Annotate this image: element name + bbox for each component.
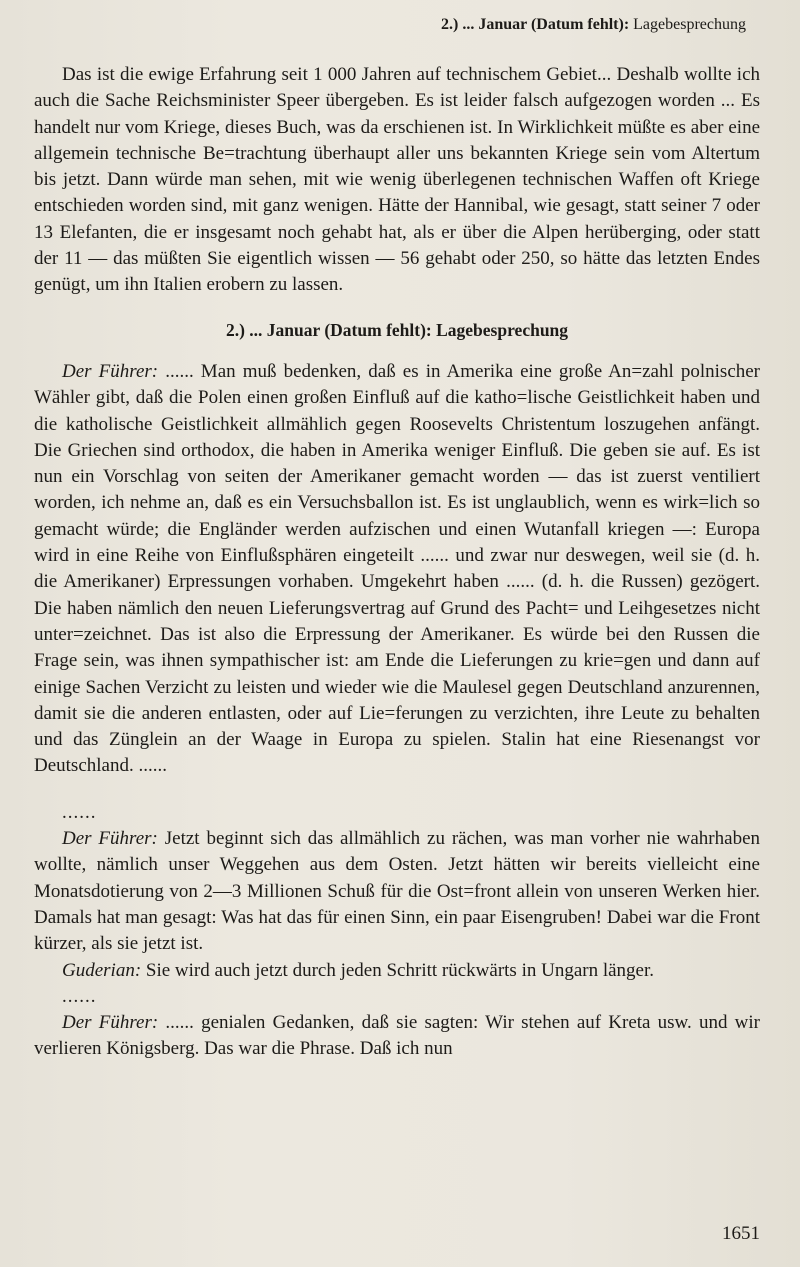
paragraph [34,826,760,957]
speaker-label: Der Führer: [62,828,158,850]
running-head-subtitle: Lagebesprechung [633,16,746,33]
running-head [441,16,746,34]
paragraph-text: ...... Man muß bedenken, daß es in Amerika eine große An=zahl polnischer Wähler gibt, daß die Polen einen großen Einfluß auf die katho=lische Geistlichkeit haben und die katholische Geistlichkeit allmählich gegen Roosevelts Christentum loszugehen anfängt. Die Griechen sind orthodox, die haben in Amerika weniger Einfluß. Die geben sie auf. Es ist nun ein Vorschlag von seiten der Amerikaner gemacht worden — das ist zuerst ventiliert worden, ich nehme an, daß es ein Versuchsballon ist. Es ist unglaublich, wenn es wirk=lich so gemacht würde; die Engländer werden aufzischen und einen Wutanfall kriegen —: Europa wird in eine Reihe von Einflußsphären eingeteilt ...... und zwar nur deswegen, weil sie (d. h. die Amerikaner) Erpressungen vorhaben. Umgekehrt haben ...... (d. h. die Russen) gezögert. Die haben nämlich den neuen Lieferungsvertrag auf Grund des Pacht= und Leihgesetzes nicht unter=zeichnet. Das ist also die Erpressung der Amerikaner. Es würde bei den Russen die Frage sein, was ihnen sympathischer ist: am Ende die Lieferungen zu krie=gen und dann auf einige Sachen Verzicht zu leisten und wieder wie die Maulesel gegen Deutschland anzurennen, damit sie die anderen entlasten, oder auf Lie=ferungen zu verzichten, ihre Leute zu behalten und das Zünglein an der Waage in Europa zu spielen. Stalin hat eine Riesenangst vor Deutschland. ...... [34,360,761,777]
speaker-label: Der Führer: [62,1012,159,1034]
ellipsis-line: ...... [62,801,97,823]
paragraph [34,1010,760,1063]
paragraph [34,359,760,780]
paragraph-text: Sie wird auch jetzt durch jeden Schritt rückwärts in Ungarn länger. [141,959,654,981]
speaker-label: Guderian: [62,959,142,981]
paragraph-text: ...... genialen Gedanken, daß sie sagten: Wir stehen auf Kreta usw. und wir verlieren Königsberg. Das war die Phrase. Daß ich nun [34,1012,760,1060]
page-number: 1651 [722,1223,760,1244]
paragraph-text: Jetzt beginnt sich das allmählich zu rächen, was man vorher nie wahrhaben wollte, nämlich unser Weggehen aus dem Osten. Jetzt hätten wir bereits vielleicht eine Monatsdotierung von 2—3 Millionen Schuß für die Ost=front allein von unseren Werken hier. Damals hat man gesagt: Was hat das für einen Sinn, ein paar Eisengruben! Dabei war die Front kürzer, als sie jetzt ist. [34,828,760,955]
section-heading: 2.) ... Januar (Datum fehlt): Lagebesprechung [225,319,569,340]
running-head-title: ... Januar (Datum fehlt): [462,16,630,33]
speaker-label: Der Führer: [62,360,159,382]
ellipsis-line: ...... [62,985,97,1007]
page-body [34,62,760,1063]
running-head-number: 2.) [441,16,459,33]
paragraph [34,958,760,984]
paragraph: Das ist die ewige Erfahrung seit 1 000 Jahren auf technischem Gebiet... Deshalb wollte ich auch die Sache Reichsminister Speer übergeben. Es ist leider falsch aufgezogen worden ... Es handelt nur vom Kriege, dieses Buch, was da erschienen ist. In Wirklichkeit müßte es aber eine allgemein technische Be=trachtung überhaupt aller uns bekannten Kriege sein vom Altertum bis jetzt. Dann würde man sehen, mit wie wenig überlegenen technischen Waffen oft Kriege entschieden worden sind, mit ganz wenigen. Hätte der Hannibal, wie gesagt, statt seiner 7 oder 13 Elefanten, die er insgesamt noch gehabt hat, als er über die Alpen herüberging, oder statt der 11 — das müßten Sie eigentlich wissen — 56 gehabt oder 250, so hätte das letzten Endes genügt, um ihn Italien erobern zu lassen. [34,64,760,296]
